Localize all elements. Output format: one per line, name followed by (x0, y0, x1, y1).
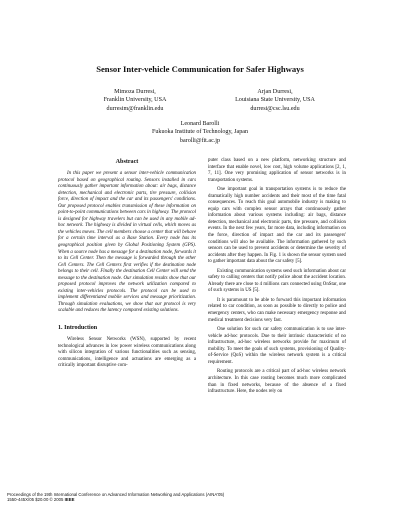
author-email: durresim@franklin.edu (106, 105, 164, 112)
body-paragraph: Routing protocols are a critical part of ad-hoc wireless network architecture. In this case routing becomes much more complicated than in fixed networks, because of the absence of a fixed infrastructure. Here, the nodes rely on (208, 369, 346, 395)
body-paragraph: One important goal in transportation systems is to reduce the dramatically high number accidents and their most of the time fatal consequences. To reach this goal automobile industry is making to equip cars with complex sensor arrays that continuously gather information about various systems including: air bags, distance detection, mechanical and electronic parts, tire pressure, and collision events. In the next few years, far more data, including information on the force, direction of impact and the car and its passengers' conditions will also be available. The information gathered by such sensors can be used to prevent accidents or determine the severity of accidents after they happen. In Fig. 1 is shown the sensor system used to gather important data about the car safety [5]. (208, 187, 346, 265)
author-block-2 (210, 88, 340, 113)
author-affiliation: Louisiana State University, USA (235, 97, 315, 104)
ieee-logo: IEEE (64, 497, 75, 503)
paper-title: Sensor Inter-vehicle Communication for Safer Highways (96, 64, 304, 74)
footer-copyright: 1550-445X/05 $20.00 © 2005 (7, 497, 64, 503)
footer-proceedings: Proceedings of the 19th International Conference on Advanced Information Networking and Applications (AINA'05) (7, 492, 225, 497)
page-footer (7, 492, 397, 503)
right-column (208, 158, 346, 399)
abstract-text: In this paper we present a sensor inter-vehicle communication protocol based on geographical routing. Sensors installed in cars continuously gather important information about: air bags, distance detection, mechanical and electronic parts, tire pressure, collision force, direction of impact and the car and its passengers' conditions. Our proposed protocol enables transmission of these information on point-to-point communications between cars in highway. The protocol is designed for highway travelers but can be used in any mobile ad-hoc network. The highway is divided in virtual cells, which moves as the vehicles moves. The cell members choose a center that will behave for a certain time interval as a Base Station. Every node has its geographical position given by Global Positioning System (GPS). When a source node has a message for a destination node, forwards it to its Cell Center. Then the message is forwarded through the other Cell Centers. The Cell Centers first verifies if the destination node belongs to their cell. Finally the destination Cell Center will send the message to the destination node. Our simulation results show that our proposed protocol improves the network utilization compared to existing inter-vehicles protocols. The protocol can be used to implement differentiated mobile services and message prioritization. Through simulation evaluations, we show that our protocol is very scalable and reduces the latency compared existing solutions. (58, 171, 196, 314)
author-name: Leonard Barolli (180, 121, 220, 127)
intro-paragraph: Wireless Sensor Networks (WSN), supported by recent technological advances in low power wireless communications along with silicon integration of various functionalities such as sensing, communications, intelligence and actuations are emerging as a critically important disruptive com- (58, 337, 196, 369)
abstract-heading: Abstract (115, 159, 139, 165)
author-name: Arjan Durresi, (257, 89, 293, 95)
author-affiliation: Franklin University, USA (103, 97, 167, 104)
abstract (58, 171, 196, 315)
author-email: durresi@csc.lsu.edu (250, 105, 300, 112)
left-column (58, 158, 196, 373)
author-affiliation: Fukuoka Institute of Technology, Japan (151, 129, 249, 136)
body-paragraph: puter class based on a new platform, networking structure and interface that enable novel, low cost, high volume applications [2, 1, 7, 11]. One very promising application of sensor networks is in transportation systems. (208, 158, 346, 183)
footer-copyright-line (7, 497, 397, 502)
section-heading: 1. Introduction (58, 325, 98, 332)
body-paragraph: Existing communication systems send such information about car safety to calling centers that notify police about the accident location. Already there are close to 4 millions cars connected using OnStar, one of such systems in US [5]. (208, 268, 346, 294)
author-block-1 (80, 88, 190, 113)
author-email: barolli@fit.ac.jp (179, 137, 221, 144)
author-block-3 (130, 120, 270, 145)
body-paragraph: It is paramount to be able to forward this important information related to car condition, as soon as possible to directly to police and emergency centers, who can make necessary emergency response and medical treatment decisions very fast. (208, 297, 346, 323)
author-name: Mimoza Durresi, (114, 89, 156, 95)
body-paragraph: One solution for such car safety communication is to use inter-vehicle ad-hoc protocols. Due to their intrinsic characteristic of no infrastructure, ad-hoc wireless networks provide for maximum of mobility. To meet the goals of such systems, provisioning of Quality-of-Service (QoS) within the wireless network system is a critical requirement. (208, 327, 346, 365)
